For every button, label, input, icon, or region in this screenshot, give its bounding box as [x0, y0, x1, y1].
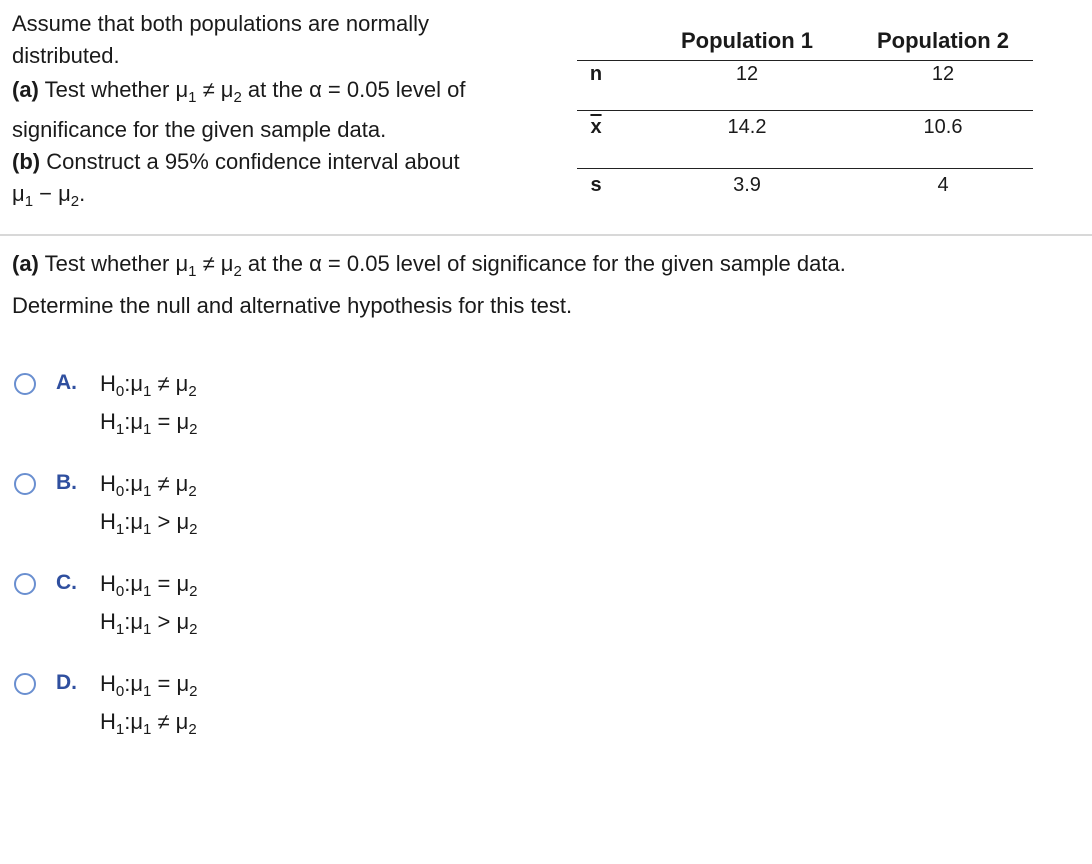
cell-s-pop2: 4 — [937, 174, 949, 196]
mu: :μ — [124, 709, 144, 734]
sub: 2 — [188, 383, 197, 400]
relation: > μ — [151, 509, 190, 534]
radio-button[interactable] — [14, 673, 36, 695]
option-b[interactable] — [14, 471, 314, 541]
row-label-n: n — [589, 63, 603, 85]
sub: 0 — [115, 483, 125, 500]
option-letter: A. — [56, 371, 77, 394]
sub: 1 — [143, 483, 152, 500]
radio-button[interactable] — [14, 573, 36, 595]
sub: 2 — [70, 193, 80, 210]
alternative-hypothesis — [100, 709, 197, 738]
sub: 1 — [115, 421, 125, 438]
sub: 0 — [115, 383, 125, 400]
problem-part-a — [12, 74, 572, 106]
table-rule — [577, 168, 1033, 169]
table-rule — [577, 110, 1033, 111]
table-rule — [577, 60, 1033, 61]
relation: = μ — [151, 571, 190, 596]
null-hypothesis — [100, 571, 198, 600]
option-c[interactable] — [14, 571, 314, 641]
sub: 2 — [189, 521, 198, 538]
sub: 1 — [143, 383, 152, 400]
h: H — [100, 471, 116, 496]
question-a-text-2: ≠ μ — [196, 251, 234, 276]
sub: 2 — [188, 483, 197, 500]
relation: > μ — [151, 609, 190, 634]
option-letter: D. — [56, 671, 77, 694]
question-a-text-1: Test whether μ — [44, 251, 189, 276]
alternative-hypothesis — [100, 609, 198, 638]
option-a[interactable] — [14, 371, 314, 441]
sub: 1 — [115, 521, 125, 538]
mu: :μ — [124, 409, 144, 434]
h: H — [100, 609, 116, 634]
sub: 2 — [189, 583, 198, 600]
option-letter: C. — [56, 571, 77, 594]
part-b-label: (b) — [12, 149, 41, 174]
sub: 1 — [188, 89, 197, 106]
mu: :μ — [124, 609, 144, 634]
problem-part-b — [12, 146, 572, 178]
problem-line-2: distributed. — [12, 43, 120, 68]
part-b-text-2: μ — [12, 181, 25, 206]
part-b-text: Construct a 95% confidence interval about — [46, 149, 460, 174]
relation: ≠ μ — [151, 371, 189, 396]
radio-button[interactable] — [14, 473, 36, 495]
part-a-text-3: at the α = 0.05 level of — [241, 77, 466, 102]
cell-n-pop1: 12 — [735, 63, 759, 85]
problem-line-1: Assume that both populations are normally — [12, 11, 430, 36]
mu: :μ — [124, 571, 144, 596]
question-a-label: (a) — [12, 251, 39, 276]
sub: 1 — [24, 193, 34, 210]
row-label-s: s — [590, 174, 602, 196]
null-hypothesis — [100, 371, 197, 400]
null-hypothesis — [100, 671, 198, 700]
part-a-text-2: ≠ μ — [196, 77, 234, 102]
sub: 0 — [115, 583, 125, 600]
mu: :μ — [124, 671, 144, 696]
sub: 1 — [188, 263, 197, 280]
sub: 2 — [189, 683, 198, 700]
h: H — [100, 371, 116, 396]
part-a-label: (a) — [12, 77, 39, 102]
relation: = μ — [151, 409, 190, 434]
cell-s-pop1: 3.9 — [733, 174, 761, 196]
mu: :μ — [124, 471, 144, 496]
h: H — [100, 571, 116, 596]
option-d[interactable] — [14, 671, 314, 741]
relation: = μ — [151, 671, 190, 696]
problem-part-b-line-2 — [12, 178, 572, 210]
section-divider — [0, 234, 1092, 236]
h: H — [100, 671, 116, 696]
sub: 1 — [143, 521, 152, 538]
sub: 2 — [189, 621, 198, 638]
h: H — [100, 409, 116, 434]
sub: 1 — [115, 721, 125, 738]
question-part-a — [12, 248, 846, 280]
column-header-population-1: Population 1 — [681, 28, 813, 53]
part-b-text-3: − μ — [33, 181, 71, 206]
sub: 2 — [233, 263, 242, 280]
sub: 1 — [143, 621, 152, 638]
mu: :μ — [124, 371, 144, 396]
problem-statement — [12, 8, 572, 210]
cell-x-pop2: 10.6 — [923, 116, 963, 138]
relation: ≠ μ — [151, 471, 189, 496]
option-letter: B. — [56, 471, 77, 494]
sub: 1 — [143, 583, 152, 600]
null-hypothesis — [100, 471, 197, 500]
alternative-hypothesis — [100, 409, 198, 438]
row-label-x-bar — [584, 116, 608, 139]
sub: 2 — [188, 721, 197, 738]
alternative-hypothesis — [100, 509, 198, 538]
cell-n-pop2: 12 — [931, 63, 955, 85]
x-bar-symbol: $\overline{x}$ — [590, 116, 602, 138]
relation: ≠ μ — [151, 709, 189, 734]
question-a-text-3: at the α = 0.05 level of significance for the given sample data. — [241, 251, 846, 276]
part-b-text-4: . — [79, 181, 86, 206]
sub: 2 — [233, 89, 242, 106]
sub: 1 — [143, 683, 152, 700]
problem-part-a-line-2: significance for the given sample data. — [12, 117, 387, 142]
question-instruction: Determine the null and alternative hypothesis for this test. — [12, 293, 573, 318]
column-header-population-2: Population 2 — [877, 28, 1009, 53]
h: H — [100, 709, 116, 734]
h: H — [100, 509, 116, 534]
sub: 1 — [115, 621, 125, 638]
sub: 1 — [143, 721, 152, 738]
radio-button[interactable] — [14, 373, 36, 395]
sub: 2 — [189, 421, 198, 438]
sub: 0 — [115, 683, 125, 700]
sub: 1 — [143, 421, 152, 438]
cell-x-pop1: 14.2 — [727, 116, 767, 138]
part-a-text-1: Test whether μ — [44, 77, 189, 102]
mu: :μ — [124, 509, 144, 534]
